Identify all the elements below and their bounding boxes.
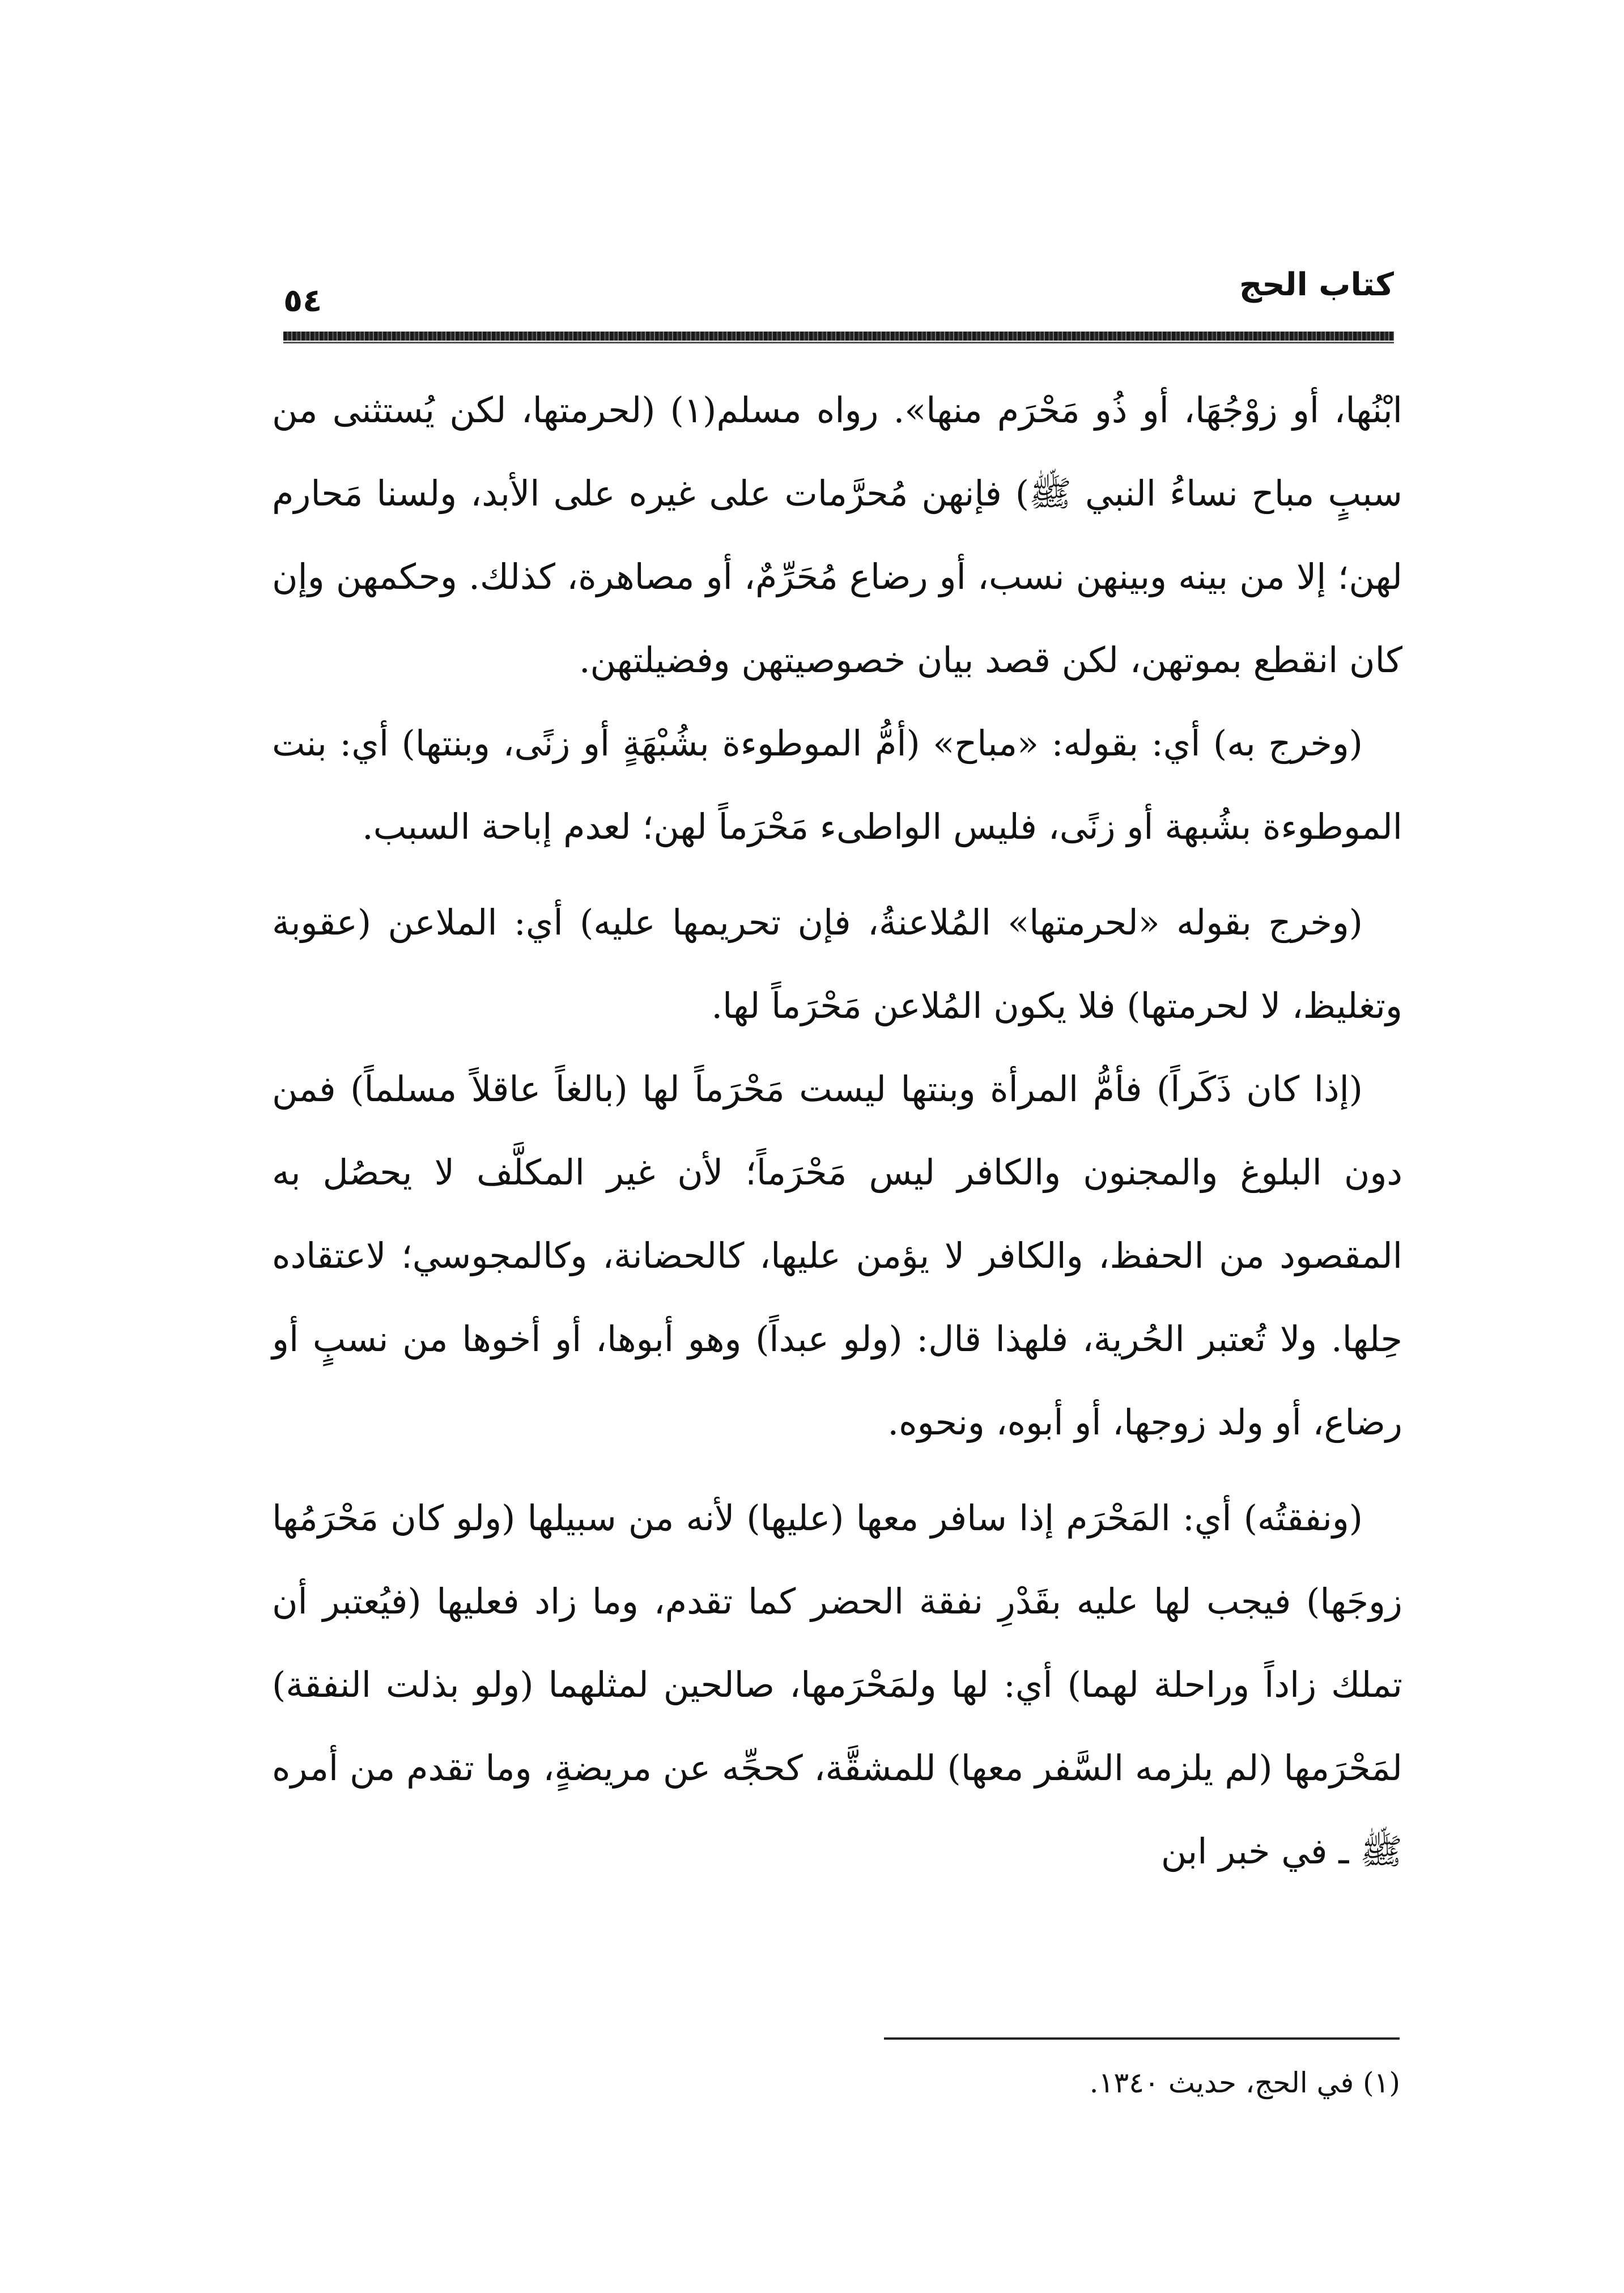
paragraph-5: (ونفقتُه) أي: المَحْرَم إذا سافر معها (عليها) لأنه من سبيلها (ولو كان مَحْرَمُها زوجَها) فيجب لها عليه بقَدْرِ نفقة الحضر كما تقدم، وما زاد فعليها (فيُعتبر أن تملك زاداً وراحلة لهما) أي: لها ولمَحْرَمها، صالحين لمثلهما (ولو بذلت النفقة) لمَحْرَمها (لم يلزمه السَّفر معها) للمشقَّة، كحجِّه عن مريضةٍ، وما تقدم من أمره ﷺ ـ في خبر ابن	[272, 1497, 1402, 1872]
paragraph-3: (وخرج بقوله «لحرمتها» المُلاعنةُ، فإن تحريمها عليه) أي: الملاعن (عقوبة وتغليظ، لا لحرمتها) فلا يكون المُلاعن مَحْرَماً لها.	[272, 902, 1402, 1026]
header-rule-thin	[283, 342, 1394, 343]
paragraph-1: ابْنُها، أو زوْجُهَا، أو ذُو مَحْرَم منها». رواه مسلم(١) (لحرمتها، لكن يُستثنى من سببٍ مباح نساءُ النبي ﷺ) فإنهن مُحرَّمات على غيره على الأبد، ولسنا مَحارم لهن؛ إلا من بينه وبينهن نسب، أو رضاع مُحَرِّمٌ، أو مصاهرة، كذلك. وحكمهن وإن كان انقطع بموتهن، لكن قصد بيان خصوصيتهن وفضيلتهن.	[272, 389, 1402, 681]
running-title: كتاب الحج	[1239, 266, 1394, 303]
footnote: (١) في الحج، حديث ١٣٤٠.	[1089, 2066, 1400, 2099]
paragraph-2: (وخرج به) أي: بقوله: «مباح» (أمُّ الموطوءة بشُبْهَةٍ أو زنًى، وبنتها) أي: بنت الموطوءة بشُبهة أو زنًى، فليس الواطىء مَحْرَماً لهن؛ لعدم إباحة السبب.	[272, 723, 1402, 847]
main-text	[272, 368, 1402, 1893]
footnote-separator	[884, 2037, 1400, 2040]
header-rule	[283, 332, 1394, 341]
page-header	[283, 266, 1394, 329]
paragraph-4: (إذا كان ذَكَراً) فأمُّ المرأة وبنتها ليست مَحْرَماً لها (بالغاً عاقلاً مسلماً) فمن دون البلوغ والمجنون والكافر ليس مَحْرَماً؛ لأن غير المكلَّف لا يحصُل به المقصود من الحفظ، والكافر لا يؤمن عليها، كالحضانة، وكالمجوسي؛ لاعتقاده حِلها. ولا تُعتبر الحُرية، فلهذا قال: (ولو عبداً) وهو أبوها، أو أخوها من نسبٍ أو رضاع، أو ولد زوجها، أو أبوه، ونحوه.	[272, 1068, 1402, 1443]
page-number: ٥٤	[283, 282, 322, 319]
